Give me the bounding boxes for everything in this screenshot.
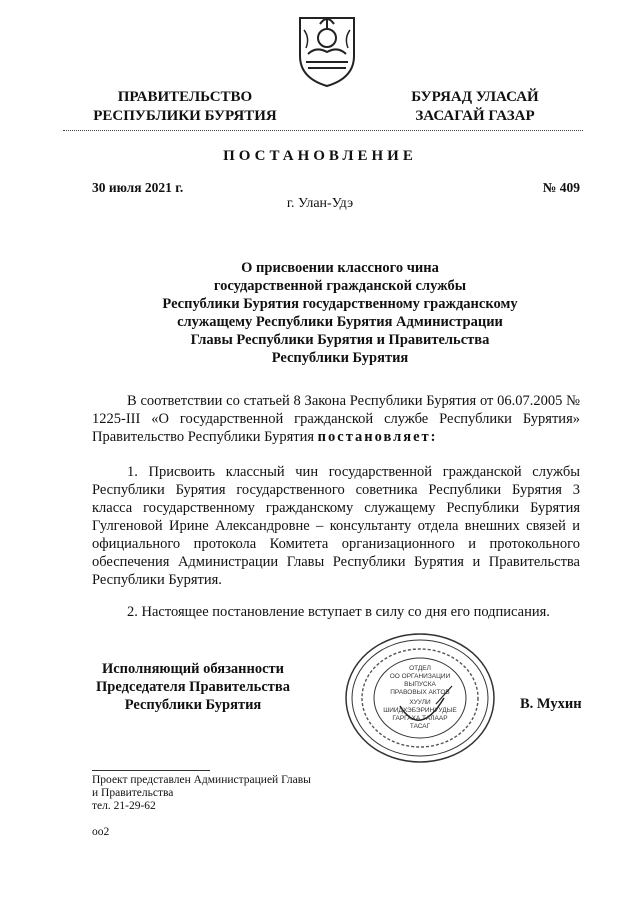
title-line: служащему Республики Бурятия Администрации <box>177 314 503 330</box>
document-city: г. Улан-Удэ <box>286 196 354 211</box>
header-right-line1: БУРЯАД УЛАСАЙ <box>411 89 539 105</box>
title-line: Республики Бурятия <box>271 350 409 366</box>
seal-text-line: ПРАВОВЫХ АКТОВ <box>390 689 450 696</box>
document-number: № 409 <box>542 180 580 195</box>
seal-text-line: ОТДЕЛ <box>409 665 431 672</box>
seal-text-line: ВЫПУСКА <box>404 681 436 688</box>
signer-title <box>88 660 298 714</box>
paragraph-item-1 <box>92 463 580 589</box>
paragraph-preamble <box>92 392 580 446</box>
item-1-text: 1. Присвоить классный чин государственной гражданской службы Республики Бурятия государственного советника Республики Бурятия 3 класса государственному гражданскому служащему Республики Бурятия Гулгеновой Ирине Александровне – консультанту отдела внешних связей и официального протокола Комитета организационного и протокольного обеспечения Администрации Главы Республики Бурятия и Правительства Республики Бурятия. <box>92 464 580 588</box>
seal-text-line: ОО ОРГАНИЗАЦИИ <box>389 673 451 680</box>
official-seal-stamp <box>340 628 500 768</box>
document-type: ПОСТАНОВЛЕНИЕ <box>223 148 417 164</box>
title-line: Главы Республики Бурятия и Правительства <box>190 332 490 348</box>
footer-line1: Проект представлен Администрацией Главы <box>92 774 311 786</box>
document-title <box>120 259 560 367</box>
signer-line3: Республики Бурятия <box>124 697 262 713</box>
coat-of-arms-emblem <box>296 8 358 88</box>
item-2-text: 2. Настоящее постановление вступает в силу со дня его подписания. <box>127 604 550 620</box>
seal-text-line: ГАРГАХА ТАЛААР <box>392 715 448 722</box>
footer-note <box>92 774 311 813</box>
preamble-decree-word: постановляет: <box>317 429 438 445</box>
seal-text-line: ТАСАГ <box>409 723 431 730</box>
title-line: Республики Бурятия государственному гражданскому <box>162 296 518 312</box>
document-date: 30 июля 2021 г. <box>92 180 184 195</box>
title-line: О присвоении классного чина <box>241 260 439 276</box>
header-right <box>370 88 580 126</box>
footer-line2: и Правительства <box>92 787 174 799</box>
signer-line2: Председателя Правительства <box>96 679 290 695</box>
footer-code: оо2 <box>92 826 110 838</box>
header-divider <box>63 130 583 131</box>
seal-text-line: ШИИДХЭБЭРИНУУДЫЕ <box>383 707 457 714</box>
seal-text-line: ХУУЛИ <box>409 699 431 706</box>
header-left-line1: ПРАВИТЕЛЬСТВО <box>117 89 253 105</box>
footer-divider <box>92 770 210 771</box>
paragraph-item-2 <box>92 603 580 621</box>
signer-line1: Исполняющий обязанности <box>101 661 285 677</box>
header-left <box>70 88 300 126</box>
title-line: государственной гражданской службы <box>213 278 467 294</box>
signer-name: В. Мухин <box>520 696 582 712</box>
header-left-line2: РЕСПУБЛИКИ БУРЯТИЯ <box>93 108 277 124</box>
preamble-text: В соответствии со статьей 8 Закона Республики Бурятия от 06.07.2005 № 1225-III «О государственной гражданской службе Республики Бурятия» Правительство Республики Бурятия <box>92 393 580 445</box>
header-right-line2: ЗАСАГАЙ ГАЗАР <box>415 108 535 124</box>
footer-phone: тел. 21-29-62 <box>92 800 156 812</box>
